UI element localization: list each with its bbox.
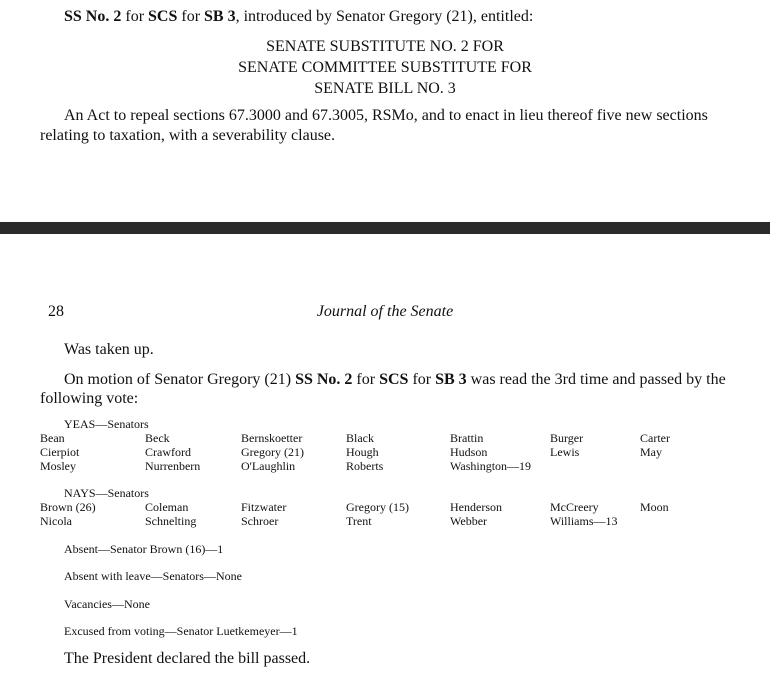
nays-heading: NAYS—Senators — [64, 486, 149, 500]
nays-senator-name: Williams—13 — [550, 514, 618, 528]
nays-senator-name: Schroer — [241, 514, 279, 528]
yeas-senator-name: Lewis — [550, 445, 580, 459]
bill-intro-line — [64, 8, 533, 26]
yeas-senator-name: Brattin — [450, 431, 484, 445]
yeas-senator-name: Nurrenbern — [145, 459, 201, 473]
sb-ref: SB 3 — [204, 8, 236, 25]
yeas-senator-name: Burger — [550, 431, 584, 445]
journal-title: Journal of the Senate — [316, 303, 454, 320]
yeas-senator-name: Mosley — [40, 459, 76, 473]
scs-ref: SCS — [379, 371, 409, 388]
nays-senator-name: Fitzwater — [241, 500, 287, 514]
bill-title-line-3: SENATE BILL NO. 3 — [314, 80, 456, 97]
nays-senator-name: Moon — [640, 500, 669, 514]
bill-title-line-2: SENATE COMMITTEE SUBSTITUTE FOR — [238, 59, 532, 76]
yeas-senator-name: Roberts — [346, 459, 384, 473]
for-text: for — [352, 371, 380, 388]
yeas-heading: YEAS—Senators — [64, 417, 149, 431]
absent-line: Absent—Senator Brown (16)—1 — [64, 542, 224, 556]
nays-senator-name: McCreery — [550, 500, 599, 514]
intro-rest: , introduced by Senator Gregory (21), entitled: — [235, 8, 534, 25]
yeas-senator-name: Washington—19 — [450, 459, 532, 473]
yeas-senator-name: Bean — [40, 431, 65, 445]
vacancies-line: Vacancies—None — [64, 597, 150, 611]
nays-senator-name: Trent — [346, 514, 372, 528]
motion-post: was read the 3rd time and passed by the following vote: — [40, 371, 726, 407]
absent-with-leave-line: Absent with leave—Senators—None — [64, 569, 242, 583]
ss-ref: SS No. 2 — [64, 8, 122, 25]
nays-senator-name: Nicola — [40, 514, 72, 528]
nays-senator-name: Brown (26) — [40, 500, 96, 514]
yeas-senator-name: Carter — [640, 431, 670, 445]
for-text: for — [121, 8, 149, 25]
nays-senator-name: Webber — [450, 514, 488, 528]
yeas-senator-name: May — [640, 445, 662, 459]
yeas-senator-name: Cierpiot — [40, 445, 80, 459]
yeas-senator-name: Bernskoetter — [241, 431, 303, 445]
motion-pre: On motion of Senator Gregory (21) — [64, 371, 296, 388]
yeas-senator-name: O'Laughlin — [241, 459, 296, 473]
bill-title-line-1: SENATE SUBSTITUTE NO. 2 FOR — [266, 38, 504, 55]
sb-ref: SB 3 — [435, 371, 467, 388]
yeas-senator-name: Hough — [346, 445, 379, 459]
yeas-senator-name: Gregory (21) — [241, 445, 304, 459]
taken-up-text: Was taken up. — [64, 341, 154, 358]
motion-paragraph — [40, 370, 730, 408]
ss-ref: SS No. 2 — [295, 371, 353, 388]
yeas-senator-name: Beck — [145, 431, 170, 445]
for-text: for — [177, 8, 205, 25]
page-divider — [0, 222, 770, 234]
act-description: An Act to repeal sections 67.3000 and 67.3005, RSMo, and to enact in lieu thereof five new sections relating to taxation, with a severability clause. — [40, 107, 708, 144]
nays-senator-name: Coleman — [145, 500, 189, 514]
scs-ref: SCS — [148, 8, 178, 25]
nays-senator-name: Schnelting — [145, 514, 197, 528]
yeas-senator-name: Hudson — [450, 445, 488, 459]
excused-line: Excused from voting—Senator Luetkemeyer—1 — [64, 624, 298, 638]
page-number: 28 — [48, 303, 64, 320]
declared-text: The President declared the bill passed. — [64, 650, 311, 667]
nays-senator-name: Henderson — [450, 500, 502, 514]
yeas-senator-name: Crawford — [145, 445, 191, 459]
nays-senator-name: Gregory (15) — [346, 500, 409, 514]
yeas-senator-name: Black — [346, 431, 374, 445]
for-text: for — [408, 371, 436, 388]
